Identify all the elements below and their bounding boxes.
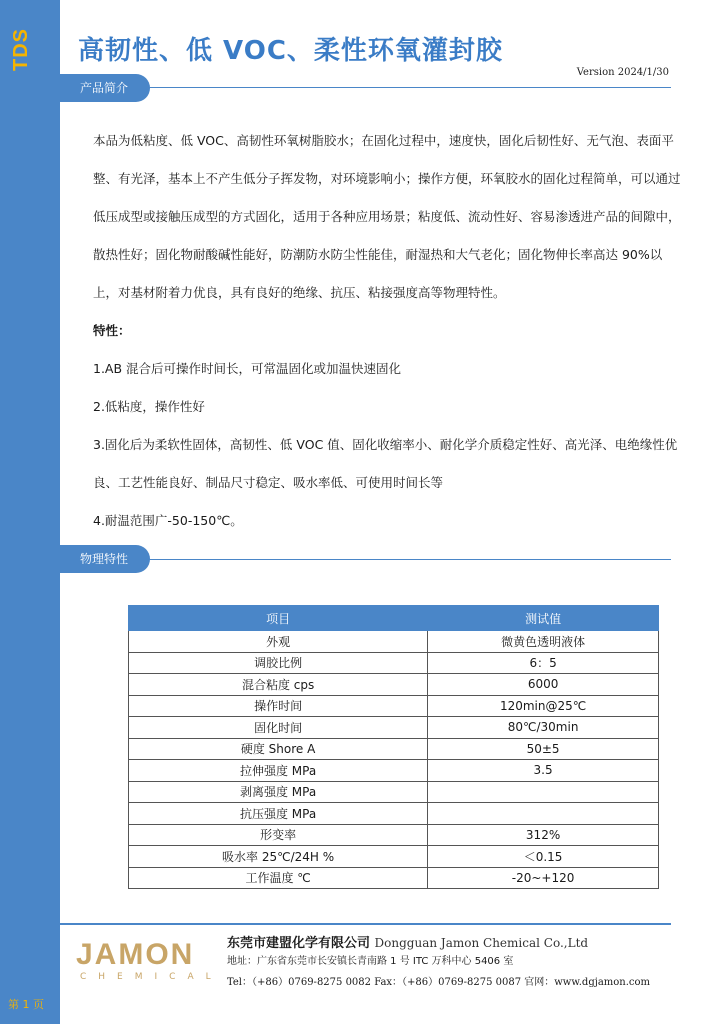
footer-divider [60,923,671,925]
table-header-row [129,606,659,631]
table-row [129,738,659,760]
property-value: ＜0.15 [428,846,659,868]
feature-item: 3.固化后为柔软性固体，高韧性、低 VOC 值、固化收缩率小、耐化学介质稳定性好、高光泽、电绝缘性优良、工艺性能良好、制品尺寸稳定、吸水率低、可使用时间长等 [93,437,678,490]
property-value [428,803,659,825]
table-row [129,760,659,782]
intro-body [93,122,683,540]
table-row [129,781,659,803]
table-row [129,631,659,653]
version-label: Version 2024/1/30 [576,67,669,78]
sidebar-strip [0,0,60,1024]
header-value: 测试值 [428,606,659,631]
property-name: 工作温度 ℃ [129,867,428,889]
document-title: 高韧性、低 VOC、柔性环氧灌封胶 [78,36,503,66]
property-name: 固化时间 [129,717,428,739]
property-value: 6000 [428,674,659,696]
company-name-cn: 东莞市建盟化学有限公司 [227,936,371,951]
property-name: 操作时间 [129,695,428,717]
property-name: 外观 [129,631,428,653]
section-tab-intro: 产品简介 [60,74,150,102]
property-value: 80℃/30min [428,717,659,739]
table-row [129,803,659,825]
property-name: 硬度 Shore A [129,738,428,760]
company-logo: JAMON [76,938,195,971]
section-divider [60,87,671,88]
property-name: 形变率 [129,824,428,846]
property-name: 混合粘度 cps [129,674,428,696]
property-name: 拉伸强度 MPa [129,760,428,782]
table-row [129,867,659,889]
property-value: 3.5 [428,760,659,782]
property-name: 调胶比例 [129,652,428,674]
property-value: 50±5 [428,738,659,760]
table-row [129,695,659,717]
section-tab-properties: 物理特性 [60,545,150,573]
intro-paragraph: 本品为低粘度、低 VOC、高韧性环氧树脂胶水；在固化过程中，速度快，固化后韧性好、无气泡、表面平整、有光泽，基本上不产生低分子挥发物，对环境影响小；操作方便，环氧胶水的固化过程简单，可以通过低压成型或接触压成型的方式固化，适用于各种应用场景；粘度低、流动性好、容易渗透进产品的间隙中，散热性好；固化物耐酸碱性能好，防潮防水防尘性能佳，耐湿热和大气老化；固化物伸长率高达 90%以上，对基材附着力优良，具有良好的绝缘、抗压、粘接强度高等物理特性。 [93,133,681,300]
feature-item: 4.耐温范围广-50-150℃。 [93,513,243,528]
property-value [428,781,659,803]
tds-tag: TDS [10,28,32,71]
property-value: -20~+120 [428,867,659,889]
company-contact: Tel：（+86）0769-8275 0082 Fax：（+86）0769-8275 0087 官网：www.dgjamon.com [227,977,651,988]
company-logo-subtitle: CHEMICAL [80,972,223,982]
property-name: 剥离强度 MPa [129,781,428,803]
features-title: 特性： [93,323,131,338]
company-name [227,932,588,951]
header-item: 项目 [129,606,428,631]
property-name: 抗压强度 MPa [129,803,428,825]
property-name: 吸水率 25℃/24H % [129,846,428,868]
page-number: 第 1 页 [8,998,44,1011]
feature-item: 2.低粘度，操作性好 [93,399,205,414]
company-address: 地址：广东省东莞市长安镇长青南路 1 号 ITC 万科中心 5406 室 [227,956,514,967]
table-row [129,652,659,674]
feature-item: 1.AB 混合后可操作时间长，可常温固化或加温快速固化 [93,361,402,376]
table-row [129,717,659,739]
property-value: 微黄色透明液体 [428,631,659,653]
table-row [129,674,659,696]
section-divider [60,559,671,560]
properties-table [128,605,659,889]
company-name-en: Dongguan Jamon Chemical Co.,Ltd [374,936,589,950]
table-row [129,846,659,868]
property-value: 312% [428,824,659,846]
property-value: 120min@25℃ [428,695,659,717]
property-value: 6：5 [428,652,659,674]
table-row [129,824,659,846]
